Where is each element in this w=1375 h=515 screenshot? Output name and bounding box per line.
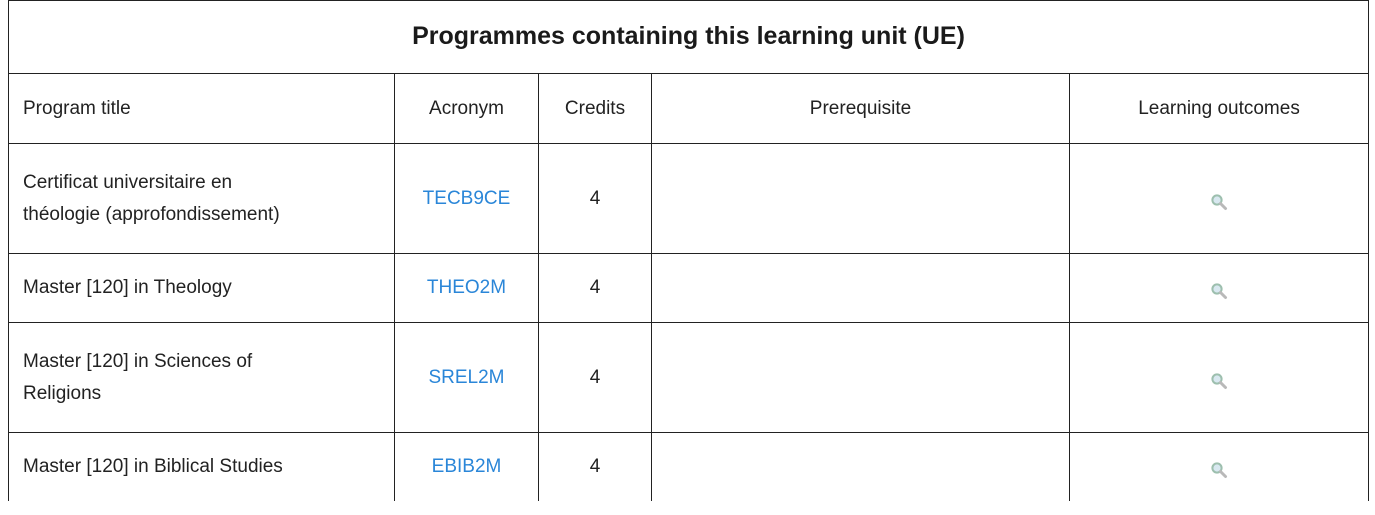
table-title: Programmes containing this learning unit (UE) — [9, 1, 1369, 74]
header-credits: Credits — [539, 74, 652, 144]
credits-cell: 4 — [539, 144, 652, 254]
acronym-link[interactable]: THEO2M — [426, 277, 507, 299]
table-row — [9, 144, 1369, 254]
acronym-cell — [395, 144, 539, 254]
program-title-line: Master [120] in Theology — [23, 277, 232, 299]
program-title-cell — [9, 144, 395, 254]
credits-cell: 4 — [539, 254, 652, 323]
prerequisite-cell — [652, 254, 1070, 323]
acronym-cell — [395, 433, 539, 502]
credits-cell: 4 — [539, 323, 652, 433]
learning-outcomes-cell — [1070, 254, 1369, 323]
programmes-table — [8, 0, 1369, 501]
magnifier-icon[interactable] — [1210, 458, 1228, 476]
acronym-link[interactable]: TECB9CE — [422, 187, 511, 209]
program-title-line: Master [120] in Biblical Studies — [23, 456, 283, 478]
table-title-row — [9, 1, 1369, 74]
table-header-row — [9, 74, 1369, 144]
learning-outcomes-cell — [1070, 144, 1369, 254]
program-title-line: Certificat universitaire en — [23, 172, 233, 194]
acronym-cell — [395, 323, 539, 433]
program-title-cell — [9, 433, 395, 502]
magnifier-icon[interactable] — [1210, 369, 1228, 387]
acronym-cell — [395, 254, 539, 323]
header-prerequisite: Prerequisite — [652, 74, 1070, 144]
program-title-line: Master [120] in Sciences of — [23, 351, 253, 373]
prerequisite-cell — [652, 433, 1070, 502]
prerequisite-cell — [652, 144, 1070, 254]
magnifier-icon[interactable] — [1210, 190, 1228, 208]
table-row — [9, 254, 1369, 323]
table-row — [9, 323, 1369, 433]
credits-cell: 4 — [539, 433, 652, 502]
learning-outcomes-cell — [1070, 433, 1369, 502]
program-title-cell — [9, 323, 395, 433]
table-row — [9, 433, 1369, 502]
program-title-line: Religions — [23, 382, 102, 404]
header-acronym: Acronym — [395, 74, 539, 144]
acronym-link[interactable]: EBIB2M — [431, 456, 502, 478]
header-learning-outcomes: Learning outcomes — [1070, 74, 1369, 144]
program-title-cell — [9, 254, 395, 323]
magnifier-icon[interactable] — [1210, 279, 1228, 297]
learning-outcomes-cell — [1070, 323, 1369, 433]
prerequisite-cell — [652, 323, 1070, 433]
acronym-link[interactable]: SREL2M — [428, 366, 505, 388]
program-title-line: théologie (approfondissement) — [23, 203, 280, 225]
header-program-title: Program title — [9, 74, 395, 144]
